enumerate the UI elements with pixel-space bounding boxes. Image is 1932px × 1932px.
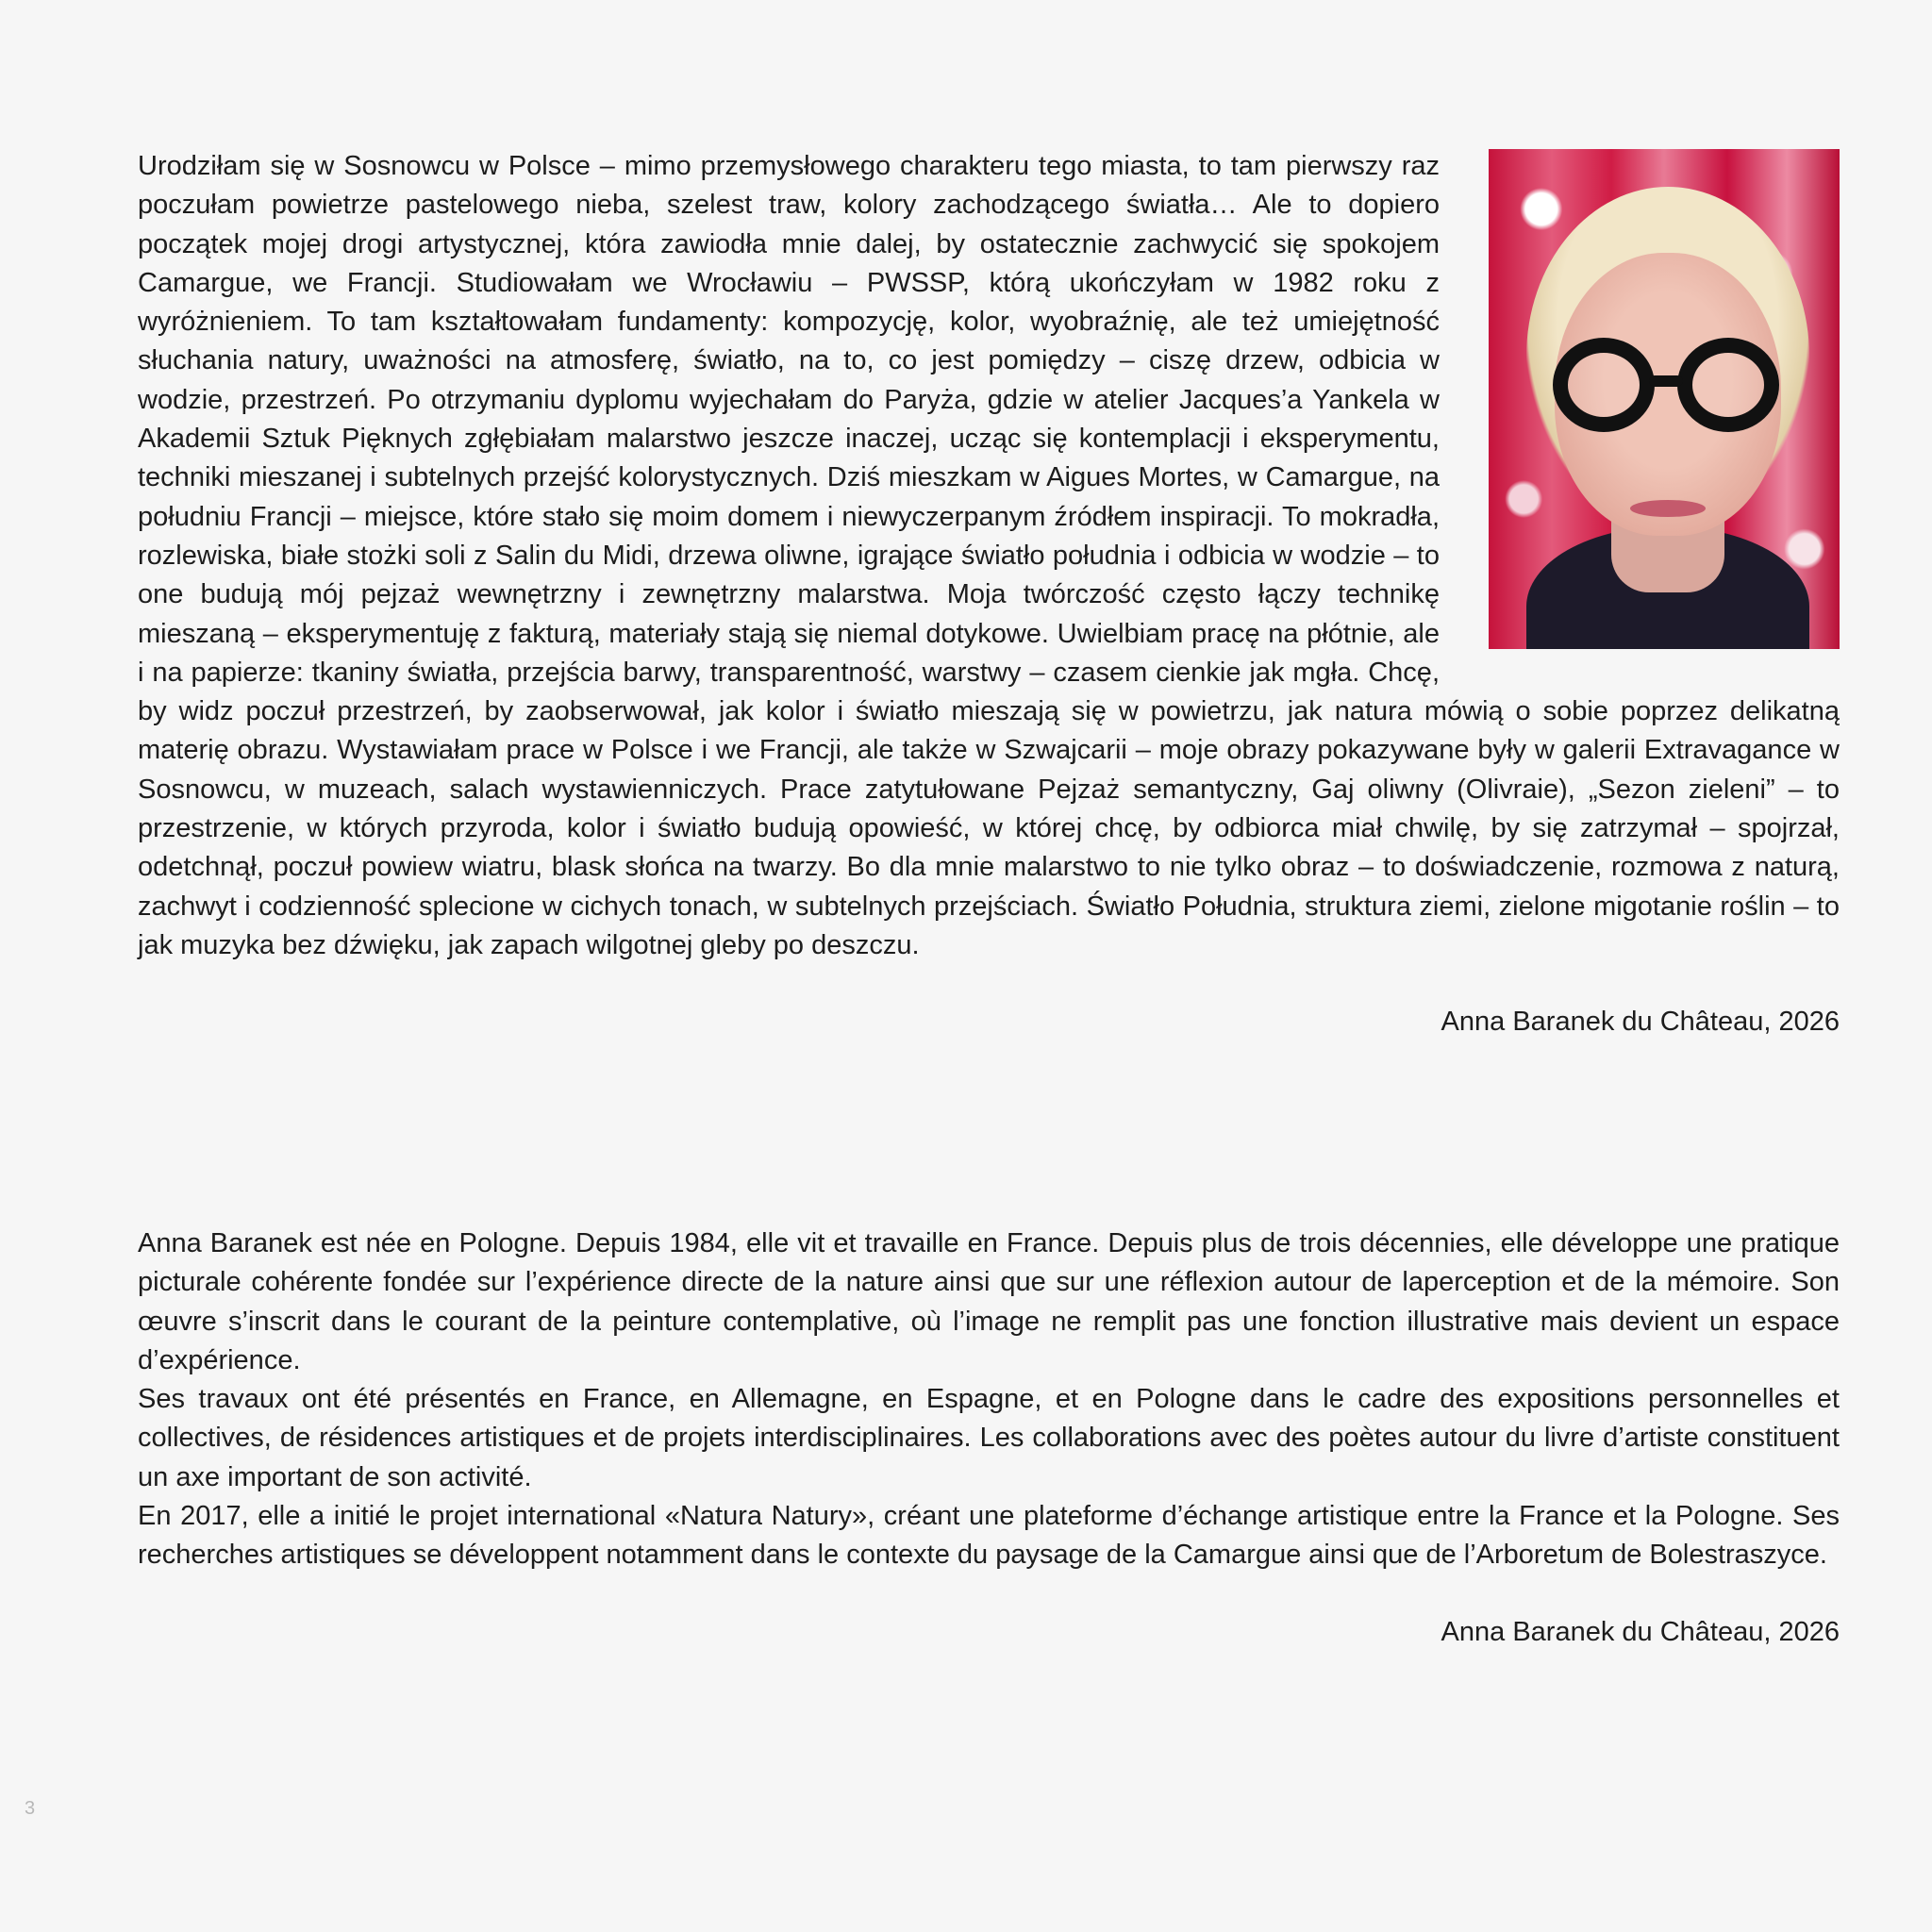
portrait-glasses-left [1553, 338, 1655, 432]
polish-signature: Anna Baranek du Château, 2026 [1441, 1007, 1840, 1038]
french-bio-paragraph-3: En 2017, elle a initié le projet international «Natura Natury», créant une plateforme d’échange artistique entre la France et la Pologne. Ses recherches artistiques se développent notamment dans le contexte du paysage de la Camargue ainsi que de l’Arboretum de Bolestraszyce. [138, 1501, 1840, 1571]
portrait-glasses-right [1677, 338, 1779, 432]
artist-portrait-photo [1489, 149, 1840, 649]
french-bio-section [138, 1224, 1840, 1652]
polish-bio-paragraph: Urodziłam się w Sosnowcu w Polsce – mimo przemysłowego charakteru tego miasta, to tam pierwszy raz poczułam powietrze pastelowego nieba, szelest traw, kolory zachodzącego światła… Ale to dopiero początek mojej drogi artystycznej, która zawiodła mnie dalej, by ostatecznie zachwycić się spokojem Camargue, we Francji. Studiowałam we Wrocławiu – PWSSP, którą ukończyłam w 1982 roku z wyróżnieniem. To tam kształtowałam fundamenty: kompozycję, kolor, wyobraźnię, ale też umiejętność słuchania natury, uważności na atmosferę, światło, na to, co jest pomiędzy – ciszę drzew, odbicia w wodzie, przestrzeń. Po otrzymaniu dyplomu wyjechałam do Paryża, gdzie w atelier Jacques’a Yankela w Akademii Sztuk Pięknych zgłębiałam malarstwo jeszcze inaczej, ucząc się kontemplacji i eksperymentu, techniki mieszanej i subtelnych przejść kolorystycznych. Dziś mieszkam w Aigues Mortes, w Camargue, na południu Francji – miejsce, które stało się moim domem i niewyczerpanym źródłem inspiracji. To mokradła, rozlewiska, białe stożki soli z Salin du Midi, drzewa oliwne, igrające światło południa i odbicia w wodzie – to one budują mój pejzaż wewnętrzny i zewnętrzny malarstwa. Moja twórczość często łączy technikę mieszaną – eksperymentuję z fakturą, materiały stają się niemal dotykowe. Uwielbiam pracę na płótnie, ale i na papierze: tkaniny światła, przejścia barwy, transparentność, warstwy – czasem cienkie jak mgła. Chcę, by widz poczuł przestrzeń, by zaobserwował, jak kolor i światło mieszają się w powietrzu, jak natura mówią o sobie poprzez delikatną materię obrazu. Wystawiałam prace w Polsce i we Francji, ale także w Szwajcarii – moje obrazy pokazywane były w galerii Extravagance w Sosnowcu, w muzeach, salach wystawienniczych. Prace zatytułowane Pejzaż semantyczny, Gaj oliwny (Olivraie), „Sezon zieleni” – to przestrzenie, w których przyroda, kolor i światło budują opowieść, w której chcę, by odbiorca miał chwilę, by się zatrzymał – spojrzał, odetchnął, poczuł powiew wiatru, blask słońca na twarzy. Bo dla mnie malarstwo to nie tylko obraz – to doświadczenie, rozmowa z naturą, zachwyt i codzienność splecione w cichych tonach, w subtelnych przejściach. Światło Południa, struktura ziemi, zielone migotanie roślin – to jak muzyka bez dźwięku, jak zapach wilgotnej gleby po deszczu. [138, 151, 1840, 960]
portrait-glasses-bridge [1649, 375, 1683, 387]
french-bio-paragraph-2: Ses travaux ont été présentés en France, en Allemagne, en Espagne, et en Pologne dans le cadre des expositions personnelles et collectives, de résidences artistiques et de projets interdisciplinaires. Les collaborations avec des poètes autour du livre d’artiste constituent un axe important de son activité. [138, 1384, 1840, 1492]
page-number: 3 [25, 1798, 36, 1819]
polish-bio-section [138, 147, 1840, 1041]
french-signature: Anna Baranek du Château, 2026 [1441, 1616, 1840, 1647]
french-bio-paragraph-1: Anna Baranek est née en Pologne. Depuis 1984, elle vit et travaille en France. Depuis plus de trois décennies, elle développe une pratique picturale cohérente fondée sur l’expérience directe de la nature ainsi que sur une réflexion autour de laperception et de la mémoire. Son œuvre s’inscrit dans le courant de la peinture contemplative, où l’image ne remplit pas une fonction illustrative mais devient un espace d’expérience. [138, 1228, 1840, 1375]
portrait-lips [1630, 500, 1706, 517]
